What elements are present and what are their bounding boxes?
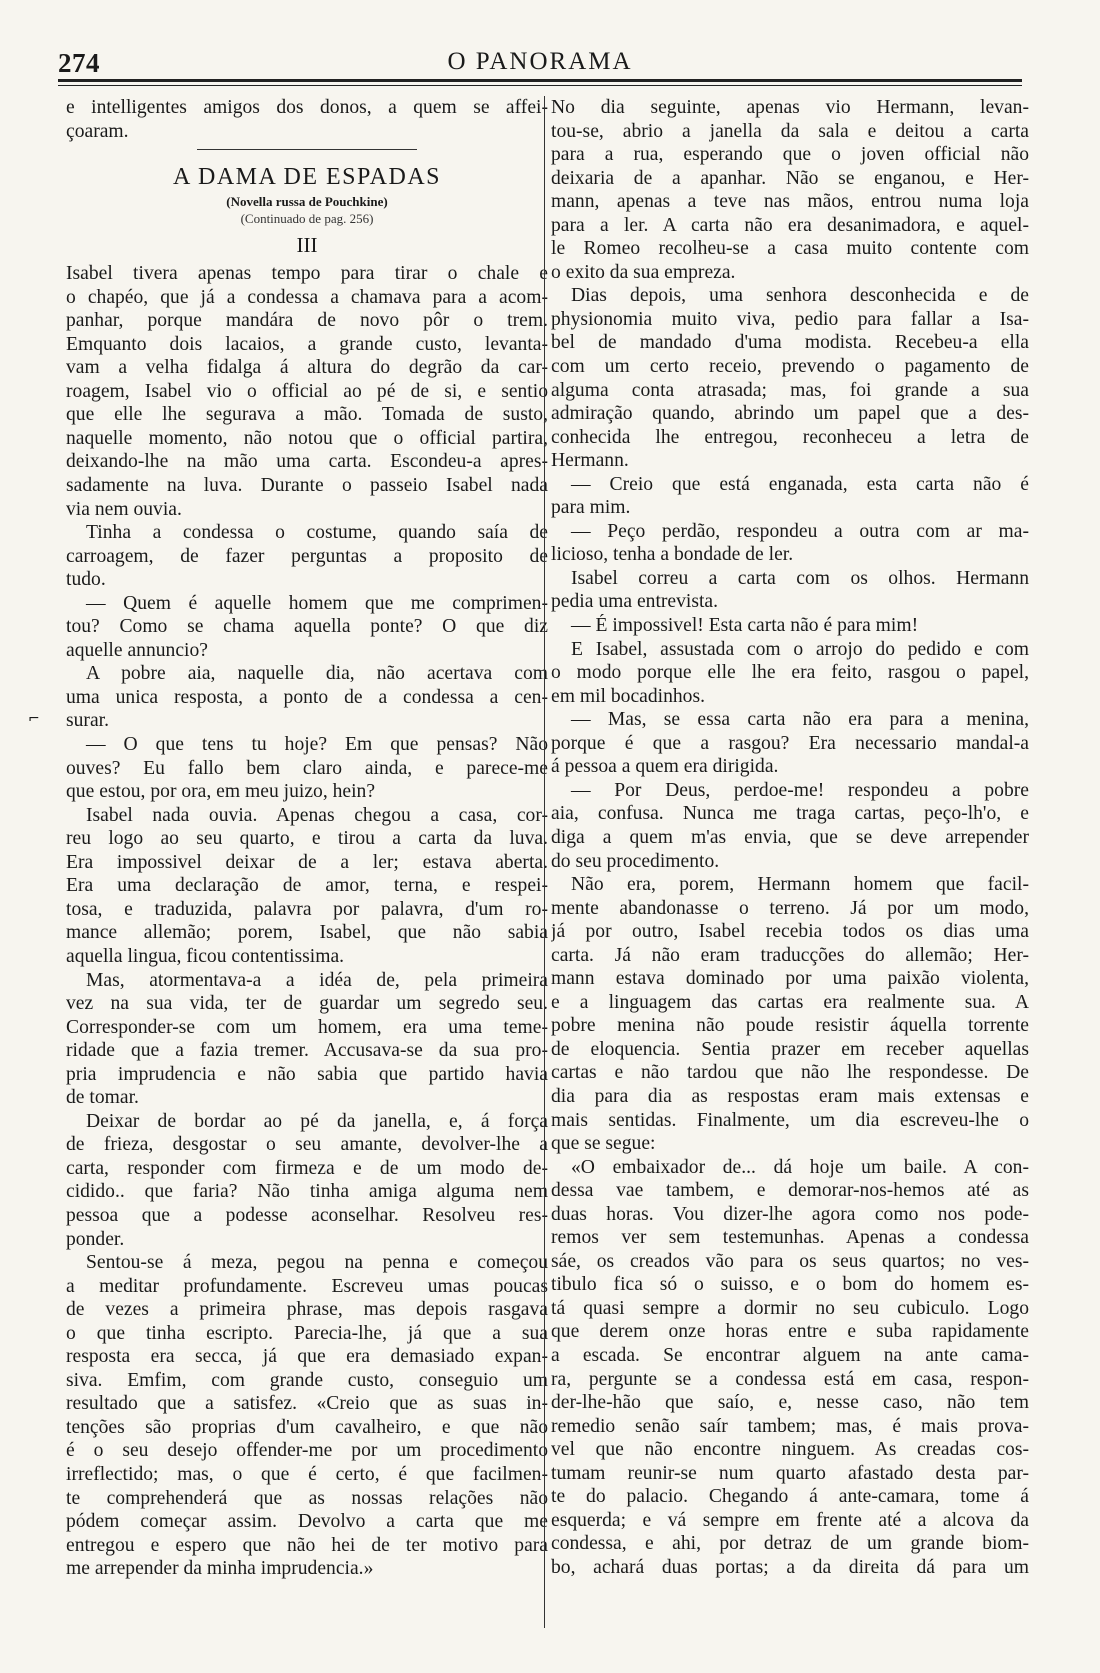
text-line: ra, pergunte se a condessa está em casa, respon- [551, 1368, 1029, 1390]
text-line: Deixar de bordar ao pé da janella, e, á força [86, 1110, 548, 1132]
text-line: Corresponder-se com um homem, era uma teme- [66, 1016, 548, 1038]
text-line: a meditar profundamente. Escreveu umas poucas [66, 1275, 548, 1297]
text-line: pessoa que a podesse aconselhar. Resolveu res- [66, 1204, 548, 1226]
text-line: physionomia muito viva, pedio para fallar a Isa- [551, 308, 1029, 330]
text-line: vez na sua vida, ter de guardar um segredo seu. [66, 993, 548, 1015]
text-line: ouves? Eu fallo bem claro ainda, e parece-me [66, 757, 548, 779]
text-line: Mas, atormentava-a a idéa de, pela primeira [86, 969, 548, 991]
text-line: duas horas. Vou dizer-lhe agora como nos pode- [551, 1203, 1029, 1225]
text-line: tibulo fica só o suisso, e o bom do homem es- [551, 1274, 1029, 1296]
text-line: siva. Emfim, com grande custo, conseguio um [66, 1369, 548, 1391]
text-line: Dias depois, uma senhora desconhecida e de [571, 285, 1029, 307]
text-line: com um certo receio, prevendo o pagamento de [551, 356, 1029, 378]
text-line: conhecida lhe entregou, reconheceu a letra de [551, 426, 1029, 448]
text-line: esquerda; e vá sempre em frente até a alcova da [551, 1509, 1029, 1531]
text-line: que elle lhe segurava a mão. Tomada de susto, [66, 404, 548, 426]
text-line: condessa, e ahi, por detraz de um grande biom- [551, 1533, 1029, 1555]
text-line: E Isabel, assustada com o arrojo do pedido e com [571, 638, 1029, 660]
text-line: A pobre aia, naquelle dia, não acertava com [86, 663, 548, 685]
text-line: mente abandonasse o terreno. Já por um modo, [551, 897, 1029, 919]
text-line: Hermann. [551, 450, 629, 472]
text-line: Isabel nada ouvia. Apenas chegou a casa, cor- [86, 804, 548, 826]
text-line: carroagem, de fazer perguntas a proposito de [66, 545, 548, 567]
text-line: — Mas, se essa carta não era para a menina, [571, 709, 1029, 731]
text-line: surar. [66, 710, 109, 732]
paragraph [551, 520, 1029, 567]
text-line: tudo. [66, 569, 106, 591]
text-line: mann estava dominado por uma paixão violenta, [551, 968, 1029, 990]
text-line: o modo porque elle lhe era feito, rasgou o papel, [551, 662, 1029, 684]
text-line: naquelle momento, não notou que o official partira, [66, 427, 548, 449]
text-line: para a ler. A carta não era desanimadora, e aquel- [551, 214, 1029, 236]
paragraph [66, 1251, 548, 1581]
text-line: admiração quando, abrindo um papel que a des- [551, 403, 1029, 425]
paragraph [551, 284, 1029, 472]
text-line: — Peço perdão, respondeu a outra com ar ma- [571, 520, 1029, 542]
text-line: sadamente na luva. Durante o passeio Isabel nada [66, 475, 548, 497]
text-line: de frieza, desgostar o seu amante, devolver-lhe a [66, 1134, 548, 1156]
text-line: resposta era secca, já que era demasiado expan- [66, 1346, 548, 1368]
story-subtitle: (Novella russa de Pouchkine) [226, 194, 388, 210]
text-line: pobre menina não poude resistir áquella torrente [551, 1015, 1029, 1037]
header-rule-thick [58, 79, 1022, 82]
text-line: alguma conta atrasada; mas, foi grande a sua [551, 379, 1029, 401]
text-line: me arrepender da minha imprudencia.» [66, 1558, 374, 1580]
text-line: irreflectido; mas, o que é certo, é que facilmen- [66, 1463, 548, 1485]
text-line: deixaria de a apanhar. Não se enganou, e Her- [551, 167, 1029, 189]
text-line: aquella lingua, ficou contentissima. [66, 945, 345, 967]
text-line: o que tinha escripto. Parecia-lhe, já que a sua [66, 1322, 548, 1344]
story-title: A DAMA DE ESPADAS [172, 164, 441, 191]
continuation-note: (Continuado de pag. 256) [240, 211, 374, 227]
text-line: uma unica resposta, a ponto de a condessa a cen- [66, 686, 548, 708]
chapter-heading: III [296, 233, 318, 258]
text-line: tosa, e traduzida, palavra por palavra, d'um ro- [66, 898, 548, 920]
text-line: bel de mandado d'uma modista. Recebeu-a ella [551, 332, 1029, 354]
text-line: Sentou-se á meza, pegou na penna e começou [86, 1252, 548, 1274]
text-line: Não era, porem, Hermann homem que facil- [571, 874, 1029, 896]
text-line: — Por Deus, perdoe-me! respondeu a pobre [571, 779, 1029, 801]
text-line: tou? Como se chama aquella ponte? O que diz [66, 616, 548, 638]
text-line: e intelligentes amigos dos donos, a quem se affei- [66, 97, 548, 118]
paragraph [551, 779, 1029, 873]
text-line: remedio senão saír tambem; mas, é mais prova- [551, 1415, 1029, 1437]
text-line: para mim. [551, 497, 631, 519]
text-line: o chapéo, que já a condessa a chamava para a acom- [66, 286, 548, 308]
paragraph [551, 473, 1029, 520]
text-line: reu logo ao seu quarto, e tirou a carta da luva. [66, 828, 548, 850]
text-line: que derem onze horas entre e suba rapidamente [551, 1321, 1029, 1343]
text-line: é o seu desejo offender-me por um procedimento [66, 1440, 548, 1462]
text-line: Isabel tivera apenas tempo para tirar o chale e [66, 263, 548, 285]
text-line: o exito da sua empreza. [551, 261, 736, 283]
text-line: diga a quem m'as envia, que se deve arrepender [551, 826, 1029, 848]
text-line: sáe, os creados vão para os seus quartos; no ves- [551, 1250, 1029, 1272]
section-separator [197, 149, 417, 150]
paragraph [551, 708, 1029, 779]
text-line: cidido.. que faria? Não tinha amiga alguma nem [66, 1181, 548, 1203]
text-line: dessa vae tambem, e demorar-nos-hemos até as [551, 1180, 1029, 1202]
text-line: porque é que a rasgou? Era necessario mandal-a [551, 732, 1029, 754]
left-body [66, 262, 548, 1581]
text-line: panhar, porque mandára de novo pôr o trem. [66, 310, 548, 332]
text-line: — O que tens tu hoje? Em que pensas? Não [86, 734, 548, 756]
paragraph [66, 969, 548, 1110]
paragraph [551, 1156, 1029, 1580]
text-line: do seu procedimento. [551, 850, 720, 872]
paragraph [66, 521, 548, 592]
text-line: — Creio que está enganada, esta carta não é [571, 473, 1029, 495]
opening-paragraph [66, 96, 548, 143]
text-line: mais sentidas. Finalmente, um dia escreveu-lhe o [551, 1109, 1029, 1131]
text-line: dia para dia as respostas eram mais extensas e [551, 1085, 1029, 1107]
text-line: te do palacio. Chegando á ante-camara, tome á [551, 1486, 1029, 1508]
paragraph [551, 567, 1029, 614]
text-line: licioso, tenha a bondade de ler. [551, 544, 794, 566]
text-line: para a rua, esperando que o joven official não [551, 144, 1029, 166]
text-line: — É impossivel! Esta carta não é para mim! [571, 615, 919, 637]
paragraph [551, 614, 1029, 638]
text-line: Isabel correu a carta com os olhos. Hermann [571, 567, 1029, 589]
column-divider [544, 96, 545, 1628]
paragraph [66, 733, 548, 804]
text-line: vel que não encontre ninguem. As creadas cos- [551, 1439, 1029, 1461]
text-line: ponder. [66, 1228, 125, 1250]
text-line: «O embaixador de... dá hoje um baile. A con- [571, 1156, 1029, 1178]
text-line: de eloquencia. Sentia prazer em receber aquellas [551, 1038, 1029, 1060]
text-line: tenções são proprias d'um cavalheiro, e que não [66, 1416, 548, 1438]
text-line: tou-se, abrio a janella da sala e deitou a carta [551, 120, 1029, 142]
left-column [66, 96, 548, 1581]
text-line: le Romeo recolheu-se a casa muito contente com [551, 238, 1029, 260]
paragraph [551, 638, 1029, 709]
paragraph [66, 262, 548, 521]
text-line: mance allemão; porem, Isabel, que não sabia [66, 922, 548, 944]
text-line: No dia seguinte, apenas vio Hermann, levan- [551, 97, 1029, 118]
text-line: te comprehenderá que as nossas relações não [66, 1487, 548, 1509]
text-line: — Quem é aquelle homem que me comprimen- [86, 592, 548, 614]
text-line: Era uma declaração de amor, terna, e respei- [66, 875, 548, 897]
text-line: Tinha a condessa o costume, quando saía de [86, 522, 548, 544]
text-line: carta. Já não eram traducções do allemão; Her- [551, 944, 1029, 966]
running-head: O PANORAMA [447, 48, 633, 75]
text-line: deixando-lhe na mão uma carta. Escondeu-a apres- [66, 451, 548, 473]
text-line: de vezes a primeira phrase, mas depois rasgava [66, 1299, 548, 1321]
text-line: der-lhe-hão que saío, e, nesse caso, não tem [551, 1392, 1029, 1414]
text-line: em mil bocadinhos. [551, 685, 706, 707]
paragraph [66, 804, 548, 969]
text-line: e a linguagem das cartas era realmente sua. A [551, 991, 1029, 1013]
right-column [551, 96, 1029, 1579]
text-line: que estou, por ora, em meu juizo, hein? [66, 781, 376, 803]
text-line: resultado que a satisfez. «Creio que as suas in- [66, 1393, 548, 1415]
text-line: roagem, Isabel vio o official ao pé de si, e sentio [66, 380, 548, 402]
text-line: Era impossivel deixar de a ler; estava aberta. [66, 851, 548, 873]
text-line: aia, confusa. Nunca me traga cartas, peço-lh'o, e [551, 803, 1029, 825]
text-line: de tomar. [66, 1087, 139, 1109]
text-line: aquelle annuncio? [66, 639, 208, 661]
text-line: mann, apenas a teve nas mãos, entrou numa loja [551, 191, 1029, 213]
text-line: ridade que a fazia tremer. Accusava-se da sua pro- [66, 1040, 548, 1062]
text-line: cartas e não tardou que não lhe respondesse. De [551, 1062, 1029, 1084]
text-line: vam a velha fidalga á altura do degrão da car- [66, 357, 548, 379]
text-line: que se segue: [551, 1133, 656, 1155]
text-line: a escada. Se encontrar alguem na ante cama- [551, 1344, 1029, 1366]
text-line: remos ver sem testemunhas. Apenas a condessa [551, 1227, 1029, 1249]
text-line: pedia uma entrevista. [551, 591, 719, 613]
margin-mark: ⌐ [28, 711, 40, 727]
paragraph [551, 96, 1029, 284]
text-line: pódem começar assim. Devolvo a carta que me [66, 1511, 548, 1533]
text-line: çoaram. [66, 120, 129, 142]
header-rule-thin [58, 85, 1022, 86]
text-line: bo, achará duas portas; a da direita dá para um [551, 1556, 1029, 1578]
paragraph [66, 592, 548, 663]
paragraph [551, 873, 1029, 1156]
text-line: carta, responder com firmeza e de um modo de- [66, 1157, 548, 1179]
page-number: 274 [58, 48, 100, 78]
paragraph [66, 1110, 548, 1251]
text-line: á pessoa a quem era dirigida. [551, 756, 779, 778]
right-body [551, 96, 1029, 1579]
text-line: Emquanto dois lacaios, a grande custo, levanta- [66, 333, 548, 355]
text-line: entregou e espero que não hei de ter motivo para [66, 1534, 548, 1556]
text-line: tá quasi sempre a dormir no seu cubiculo. Logo [551, 1297, 1029, 1319]
paragraph [66, 662, 548, 733]
text-line: via nem ouvia. [66, 498, 182, 520]
text-line: pria imprudencia e não sabia que partido havia [66, 1063, 548, 1085]
text-line: já por outro, Isabel recebia todos os dias uma [551, 921, 1029, 943]
text-line: tumam reunir-se num quarto afastado desta par- [551, 1462, 1029, 1484]
